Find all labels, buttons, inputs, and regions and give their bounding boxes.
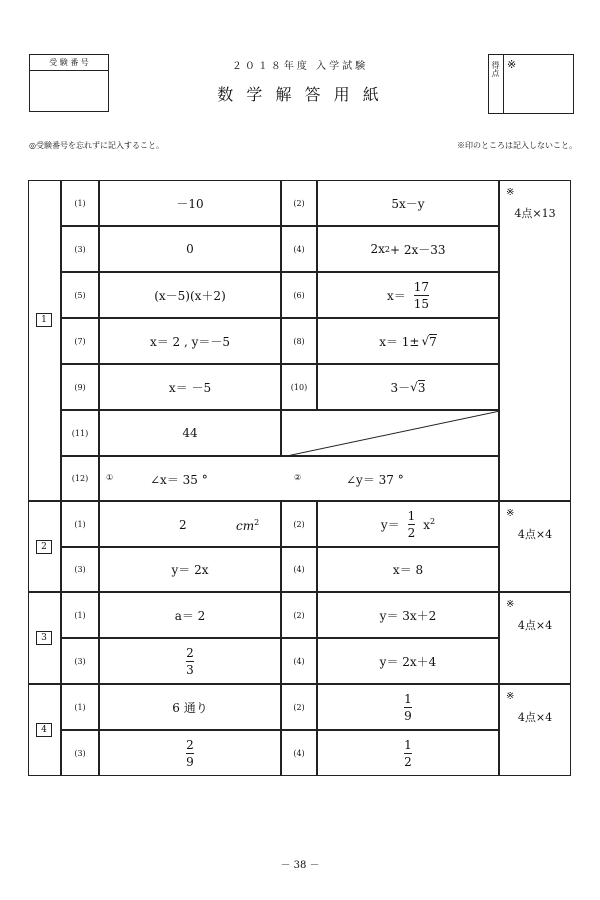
s1-r3-a2-num: 17 xyxy=(413,279,430,294)
s1-r2-a2-exp: 2 xyxy=(384,244,390,254)
s1-r5-a2-prefix: 3－ xyxy=(390,380,411,395)
s1-r4-a1: x＝ 2 , y＝－5 xyxy=(149,334,231,349)
s1-r3-a2-prefix: x＝ xyxy=(386,288,406,303)
sqrt-symbol: √ xyxy=(410,380,418,394)
s2-r1-a2-suffix-exp: 2 xyxy=(430,516,436,526)
s1-r7-mark1: ① xyxy=(106,473,114,482)
s1-r2-a2-part3: + 2x－33 xyxy=(389,242,446,257)
s4-r1-a2-fraction-line xyxy=(404,707,412,708)
s3-r1-a1: a＝ 2 xyxy=(174,608,206,623)
s2-r1-q1-num: (1) xyxy=(74,519,86,529)
section-1-score-mark: ※ xyxy=(506,187,515,198)
exam-title: 数 学 解 答 用 紙 xyxy=(217,85,383,104)
section-4-score-mark: ※ xyxy=(506,691,515,702)
s4-r2-a1-fraction-line xyxy=(186,753,194,754)
section-3-score-mark: ※ xyxy=(506,599,515,610)
s1-r7-q1-num-cell xyxy=(61,456,99,501)
s2-r1-q2-num-cell xyxy=(281,501,317,547)
s4-r2-a1-cell xyxy=(99,730,281,776)
s3-r1-a1-cell xyxy=(99,592,281,638)
s3-r1-q2-num: (2) xyxy=(293,610,305,620)
s4-r1-a2-num: 1 xyxy=(404,691,412,706)
s2-r1-a2-suffix-wrap xyxy=(423,517,435,532)
section-1-label: 1 xyxy=(36,313,52,327)
s4-r1-a2-fraction xyxy=(404,693,412,722)
s1-r4-q2-num-cell xyxy=(281,318,317,364)
s4-r2-q2-num: (4) xyxy=(293,748,305,758)
s3-r2-q1-num: (3) xyxy=(74,656,86,666)
s1-r7-mark2: ② xyxy=(294,473,302,482)
s2-r1-a1-unit: cm xyxy=(236,519,255,533)
s3-r2-a1-fraction xyxy=(186,647,194,676)
s1-r6-q1-num: (11) xyxy=(71,428,89,438)
s1-r4-a2-cell xyxy=(317,318,499,364)
s4-r1-q1-num: (1) xyxy=(74,702,86,712)
s4-r1-a1-cell xyxy=(99,684,281,730)
s1-r7-answer-cell xyxy=(99,456,499,501)
s4-r1-a2-cell xyxy=(317,684,499,730)
s2-r1-a2-num: 1 xyxy=(407,508,416,523)
s1-r4-q1-num-cell xyxy=(61,318,99,364)
score-asterisk: ※ xyxy=(507,58,517,71)
s1-r7-a2: ∠y＝ 37 ° xyxy=(346,473,404,487)
section-2-score-mark: ※ xyxy=(506,508,515,519)
s3-r2-a2-cell xyxy=(317,638,499,684)
s1-r5-q2-num: (10) xyxy=(290,382,308,392)
s1-r2-q2-num: (4) xyxy=(293,244,305,254)
s2-r2-a1: y＝ 2x xyxy=(171,563,209,577)
s4-r2-a1-num: 2 xyxy=(186,737,194,752)
s1-r5-a2-sqrt: 3 xyxy=(417,380,426,395)
s1-r3-q1-num: (5) xyxy=(74,290,86,300)
s1-r1-a2-cell xyxy=(317,180,499,226)
s3-r1-q1-num: (1) xyxy=(74,610,86,620)
s1-r3-q1-num-cell xyxy=(61,272,99,318)
s2-r2-q1-num: (3) xyxy=(74,565,86,574)
s1-r4-a2-prefix: x＝ 1± xyxy=(379,334,420,349)
s4-r1-q2-num: (2) xyxy=(293,702,305,712)
s1-r1-q1-num-cell xyxy=(61,180,99,226)
s1-r3-a2-cell xyxy=(317,272,499,318)
exam-number-divider xyxy=(30,70,108,71)
s2-r1-a2-fraction xyxy=(408,510,416,539)
s2-r2-a2: x＝ 8 xyxy=(392,563,424,577)
s1-r2-q2-num-cell xyxy=(281,226,317,272)
s1-r2-a1: 0 xyxy=(186,242,194,256)
s1-r3-q2-num-cell xyxy=(281,272,317,318)
s1-r4-a2-sqrt: 7 xyxy=(429,334,437,349)
left-note: ◎受験番号を忘れずに記入すること。 xyxy=(29,141,164,150)
s1-r3-a1: (x－5)(x＋2) xyxy=(154,288,226,303)
s4-r2-q2-num-cell xyxy=(281,730,317,776)
exam-number-label: 受 験 番 号 xyxy=(49,58,89,67)
s4-r1-a1: 6 通り xyxy=(172,700,208,715)
s3-r2-q2-num-cell xyxy=(281,638,317,684)
s1-r2-a1-cell xyxy=(99,226,281,272)
s1-r6-diagonal xyxy=(282,411,500,457)
s1-r7-q1-num: (12) xyxy=(71,474,89,483)
section-2-score-text: 4点×4 xyxy=(517,528,553,541)
section-1-score-text: 4点×13 xyxy=(514,207,556,220)
exam-title-line: ２０１８年度 入学試験 xyxy=(231,61,369,72)
s1-r2-q1-num: (3) xyxy=(74,244,86,254)
section-4-score-text: 4点×4 xyxy=(517,711,553,724)
s3-r2-q2-num: (4) xyxy=(293,656,305,666)
s4-r1-q1-num-cell xyxy=(61,684,99,730)
s2-r1-a1-cell xyxy=(99,501,281,547)
s4-r2-q1-num: (3) xyxy=(74,748,86,758)
s2-r2-q2-num-cell xyxy=(281,547,317,592)
section-1-score xyxy=(499,180,571,501)
section-2-score xyxy=(499,501,571,592)
section-3-label: 3 xyxy=(36,631,52,645)
s4-r2-a2-cell xyxy=(317,730,499,776)
section-1-label-column xyxy=(28,180,61,501)
s1-r5-q2-num-cell xyxy=(281,364,317,410)
s1-r6-a1: 44 xyxy=(182,426,198,440)
section-4-label: 4 xyxy=(36,723,52,737)
score-label: 得点 xyxy=(491,61,500,77)
s4-r2-a1-fraction xyxy=(186,739,194,768)
s4-r2-a2-num: 1 xyxy=(404,737,412,752)
s1-r1-a2: 5x－y xyxy=(391,196,425,211)
section-3-score xyxy=(499,592,571,684)
s2-r1-a2-den: 2 xyxy=(407,525,416,540)
s2-r1-a2-cell xyxy=(317,501,499,547)
exam-number-box xyxy=(29,54,109,112)
s3-r1-q1-num-cell xyxy=(61,592,99,638)
s1-r3-a2-fraction xyxy=(414,281,429,310)
s1-r7-a1: ∠x＝ 35 ° xyxy=(150,473,208,487)
s3-r1-a2-cell xyxy=(317,592,499,638)
s4-r2-a2-den: 2 xyxy=(404,754,412,769)
s2-r1-q2-num: (2) xyxy=(293,519,305,529)
s2-r2-a1-cell xyxy=(99,547,281,592)
s3-r2-a1-fraction-line xyxy=(186,661,194,662)
s4-r2-a2-fraction xyxy=(404,739,412,768)
s1-r4-a1-cell xyxy=(99,318,281,364)
right-note: ※印のところは記入しないこと。 xyxy=(457,141,577,150)
section-2-label: 2 xyxy=(36,540,52,554)
s4-r2-a1-den: 9 xyxy=(186,754,194,769)
s2-r1-a1-unit-exp: 2 xyxy=(254,518,260,527)
section-3-score-text: 4点×4 xyxy=(517,619,553,632)
s2-r2-q1-num-cell xyxy=(61,547,99,592)
s2-r2-a2-cell xyxy=(317,547,499,592)
s4-r2-a2-fraction-line xyxy=(404,753,412,754)
s1-r5-a2-cell xyxy=(317,364,499,410)
s3-r2-a1-cell xyxy=(99,638,281,684)
s1-r3-a2-den: 15 xyxy=(413,296,430,311)
s2-r1-a2-fraction-line xyxy=(408,524,416,525)
s2-r1-a2-prefix: y＝ xyxy=(380,517,400,532)
page-number: － 38 － xyxy=(280,860,320,871)
s1-r3-q2-num: (6) xyxy=(293,290,305,300)
s4-r1-a2-den: 9 xyxy=(404,708,412,723)
s1-r2-a2-part1: 2x xyxy=(370,242,385,256)
s1-r6-a1-cell xyxy=(99,410,281,456)
s1-r2-q1-num-cell xyxy=(61,226,99,272)
s3-r2-a2: y＝ 2x＋4 xyxy=(379,654,437,669)
score-box xyxy=(488,54,574,114)
s1-r1-q2-num: (2) xyxy=(293,198,305,208)
s2-r1-a1-unit-wrap xyxy=(236,518,259,533)
sqrt-symbol: √ xyxy=(421,334,430,348)
s3-r1-q2-num-cell xyxy=(281,592,317,638)
s1-r5-q1-num: (9) xyxy=(74,382,86,392)
s1-r1-q1-num: (1) xyxy=(74,198,86,208)
s1-r4-q2-num: (8) xyxy=(293,336,305,346)
s2-r1-a2-suffix: x xyxy=(423,517,431,532)
s2-r2-q2-num: (4) xyxy=(293,565,305,574)
s2-r1-a1-num: 2 xyxy=(179,518,187,532)
s1-r1-a1: －10 xyxy=(176,196,204,211)
s3-r2-a1-den: 3 xyxy=(186,662,194,677)
s3-r2-a1-num: 2 xyxy=(186,645,194,660)
s1-r3-a1-cell xyxy=(99,272,281,318)
s4-r2-q1-num-cell xyxy=(61,730,99,776)
section-4-score xyxy=(499,684,571,776)
s3-r2-q1-num-cell xyxy=(61,638,99,684)
s1-r3-a2-fraction-line xyxy=(414,295,429,296)
s1-r5-a1-cell xyxy=(99,364,281,410)
s1-r1-a1-cell xyxy=(99,180,281,226)
s1-r1-q2-num-cell xyxy=(281,180,317,226)
s1-r5-q1-num-cell xyxy=(61,364,99,410)
s2-r1-q1-num-cell xyxy=(61,501,99,547)
s4-r1-q2-num-cell xyxy=(281,684,317,730)
s3-r1-a2: y＝ 3x＋2 xyxy=(379,608,437,623)
s1-r4-q1-num: (7) xyxy=(74,336,86,346)
s1-r2-a2-cell xyxy=(317,226,499,272)
s1-r5-a1: x＝ －5 xyxy=(168,380,212,395)
s1-r6-q1-num-cell xyxy=(61,410,99,456)
s1-r6-blank-cell xyxy=(281,410,499,456)
